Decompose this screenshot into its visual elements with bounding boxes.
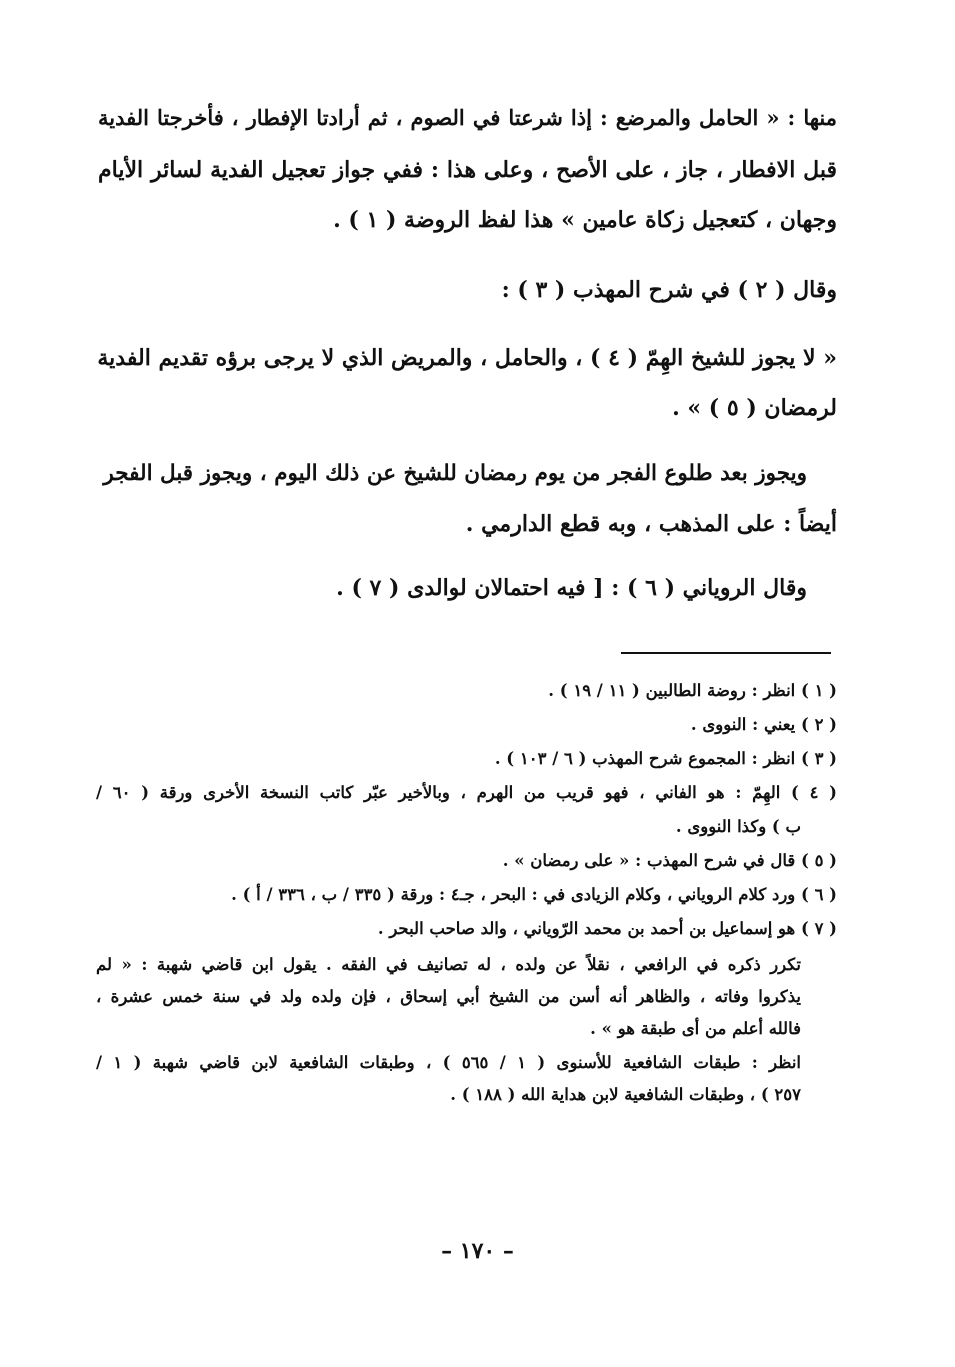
text-line: « لا يجوز للشيخ الهِمّ ( ٤ ) ، والحامل ، والمريض الذي لا يرجى برؤه تقديم الفدية bbox=[97, 345, 837, 371]
text-line: لرمضان ( ٥ ) » . bbox=[672, 395, 837, 421]
text-line: وجهان ، كتعجيل زكاة عامين » هذا لفظ الروضة ( ١ ) . bbox=[333, 207, 837, 233]
page-number: – ١٧٠ – bbox=[441, 1238, 514, 1264]
text-line: وقال الروياني ( ٦ ) : [ فيه احتمالان لوالدى ( ٧ ) . bbox=[336, 575, 807, 601]
footnote-line: ( ٤ ) الهِمّ : هو الفاني ، فهو قريب من الهرم ، وبالأخير عبّر كاتب النسخة الأخرى ورقة ( ٦٠ / bbox=[96, 783, 837, 802]
footnote-separator bbox=[621, 652, 831, 654]
footnote-line: ( ٧ ) هو إسماعيل بن أحمد بن محمد الرّوياني ، والد صاحب البحر . bbox=[377, 919, 837, 938]
footnote-line: ( ٣ ) انظر : المجموع شرح المهذب ( ٦ / ١٠٣ ) . bbox=[494, 749, 837, 768]
footnote-line: ( ٦ ) ورد كلام الروياني ، وكلام الزيادى في : البحر ، جـ٤ : ورقة ( ٣٣٥ / ب ، ٣٣٦ / أ ) . bbox=[231, 885, 837, 904]
footnote-line: ( ١ ) انظر : روضة الطالبين ( ١١ / ١٩ ) . bbox=[548, 681, 837, 700]
text-line: قبل الافطار ، جاز ، على الأصح ، وعلى هذا : ففي جواز تعجيل الفدية لسائر الأيام bbox=[98, 157, 837, 183]
footnote-line: ٢٥٧ ) ، وطبقات الشافعية لابن هداية الله ( ١٨٨ ) . bbox=[450, 1085, 801, 1104]
footnote-line: يذكروا وفاته ، والظاهر أنه أسن من الشيخ أبي إسحاق ، فإن ولده ولد في سنة خمس عشرة ، bbox=[96, 987, 801, 1006]
footnote-line: فالله أعلم من أى طبقة هو » . bbox=[590, 1019, 801, 1038]
text-line: منها : « الحامل والمرضع : إذا شرعتا في الصوم ، ثم أرادتا الإفطار ، فأخرجتا الفدية bbox=[98, 105, 837, 130]
footnote-line: تكرر ذكره في الرافعي ، نقلاً عن ولده ، له تصانيف في الفقه . يقول ابن قاضي شهبة : « لم bbox=[96, 955, 801, 974]
text-line: ويجوز بعد طلوع الفجر من يوم رمضان للشيخ عن ذلك اليوم ، ويجوز قبل الفجر bbox=[103, 461, 807, 486]
footnote-line: ( ٥ ) قال في شرح المهذب : « على رمضان » . bbox=[502, 851, 837, 870]
text-line: وقال ( ٢ ) في شرح المهذب ( ٣ ) : bbox=[501, 277, 837, 303]
footnote-line: انظر : طبقات الشافعية للأسنوى ( ١ / ٥٦٥ ) ، وطبقات الشافعية لابن قاضي شهبة ( ١ / bbox=[96, 1053, 801, 1072]
text-line: أيضاً : على المذهب ، وبه قطع الدارمي . bbox=[465, 511, 837, 537]
footnote-line: ب ) وكذا النووى . bbox=[675, 817, 801, 836]
footnote-line: ( ٢ ) يعني : النووى . bbox=[690, 715, 837, 734]
